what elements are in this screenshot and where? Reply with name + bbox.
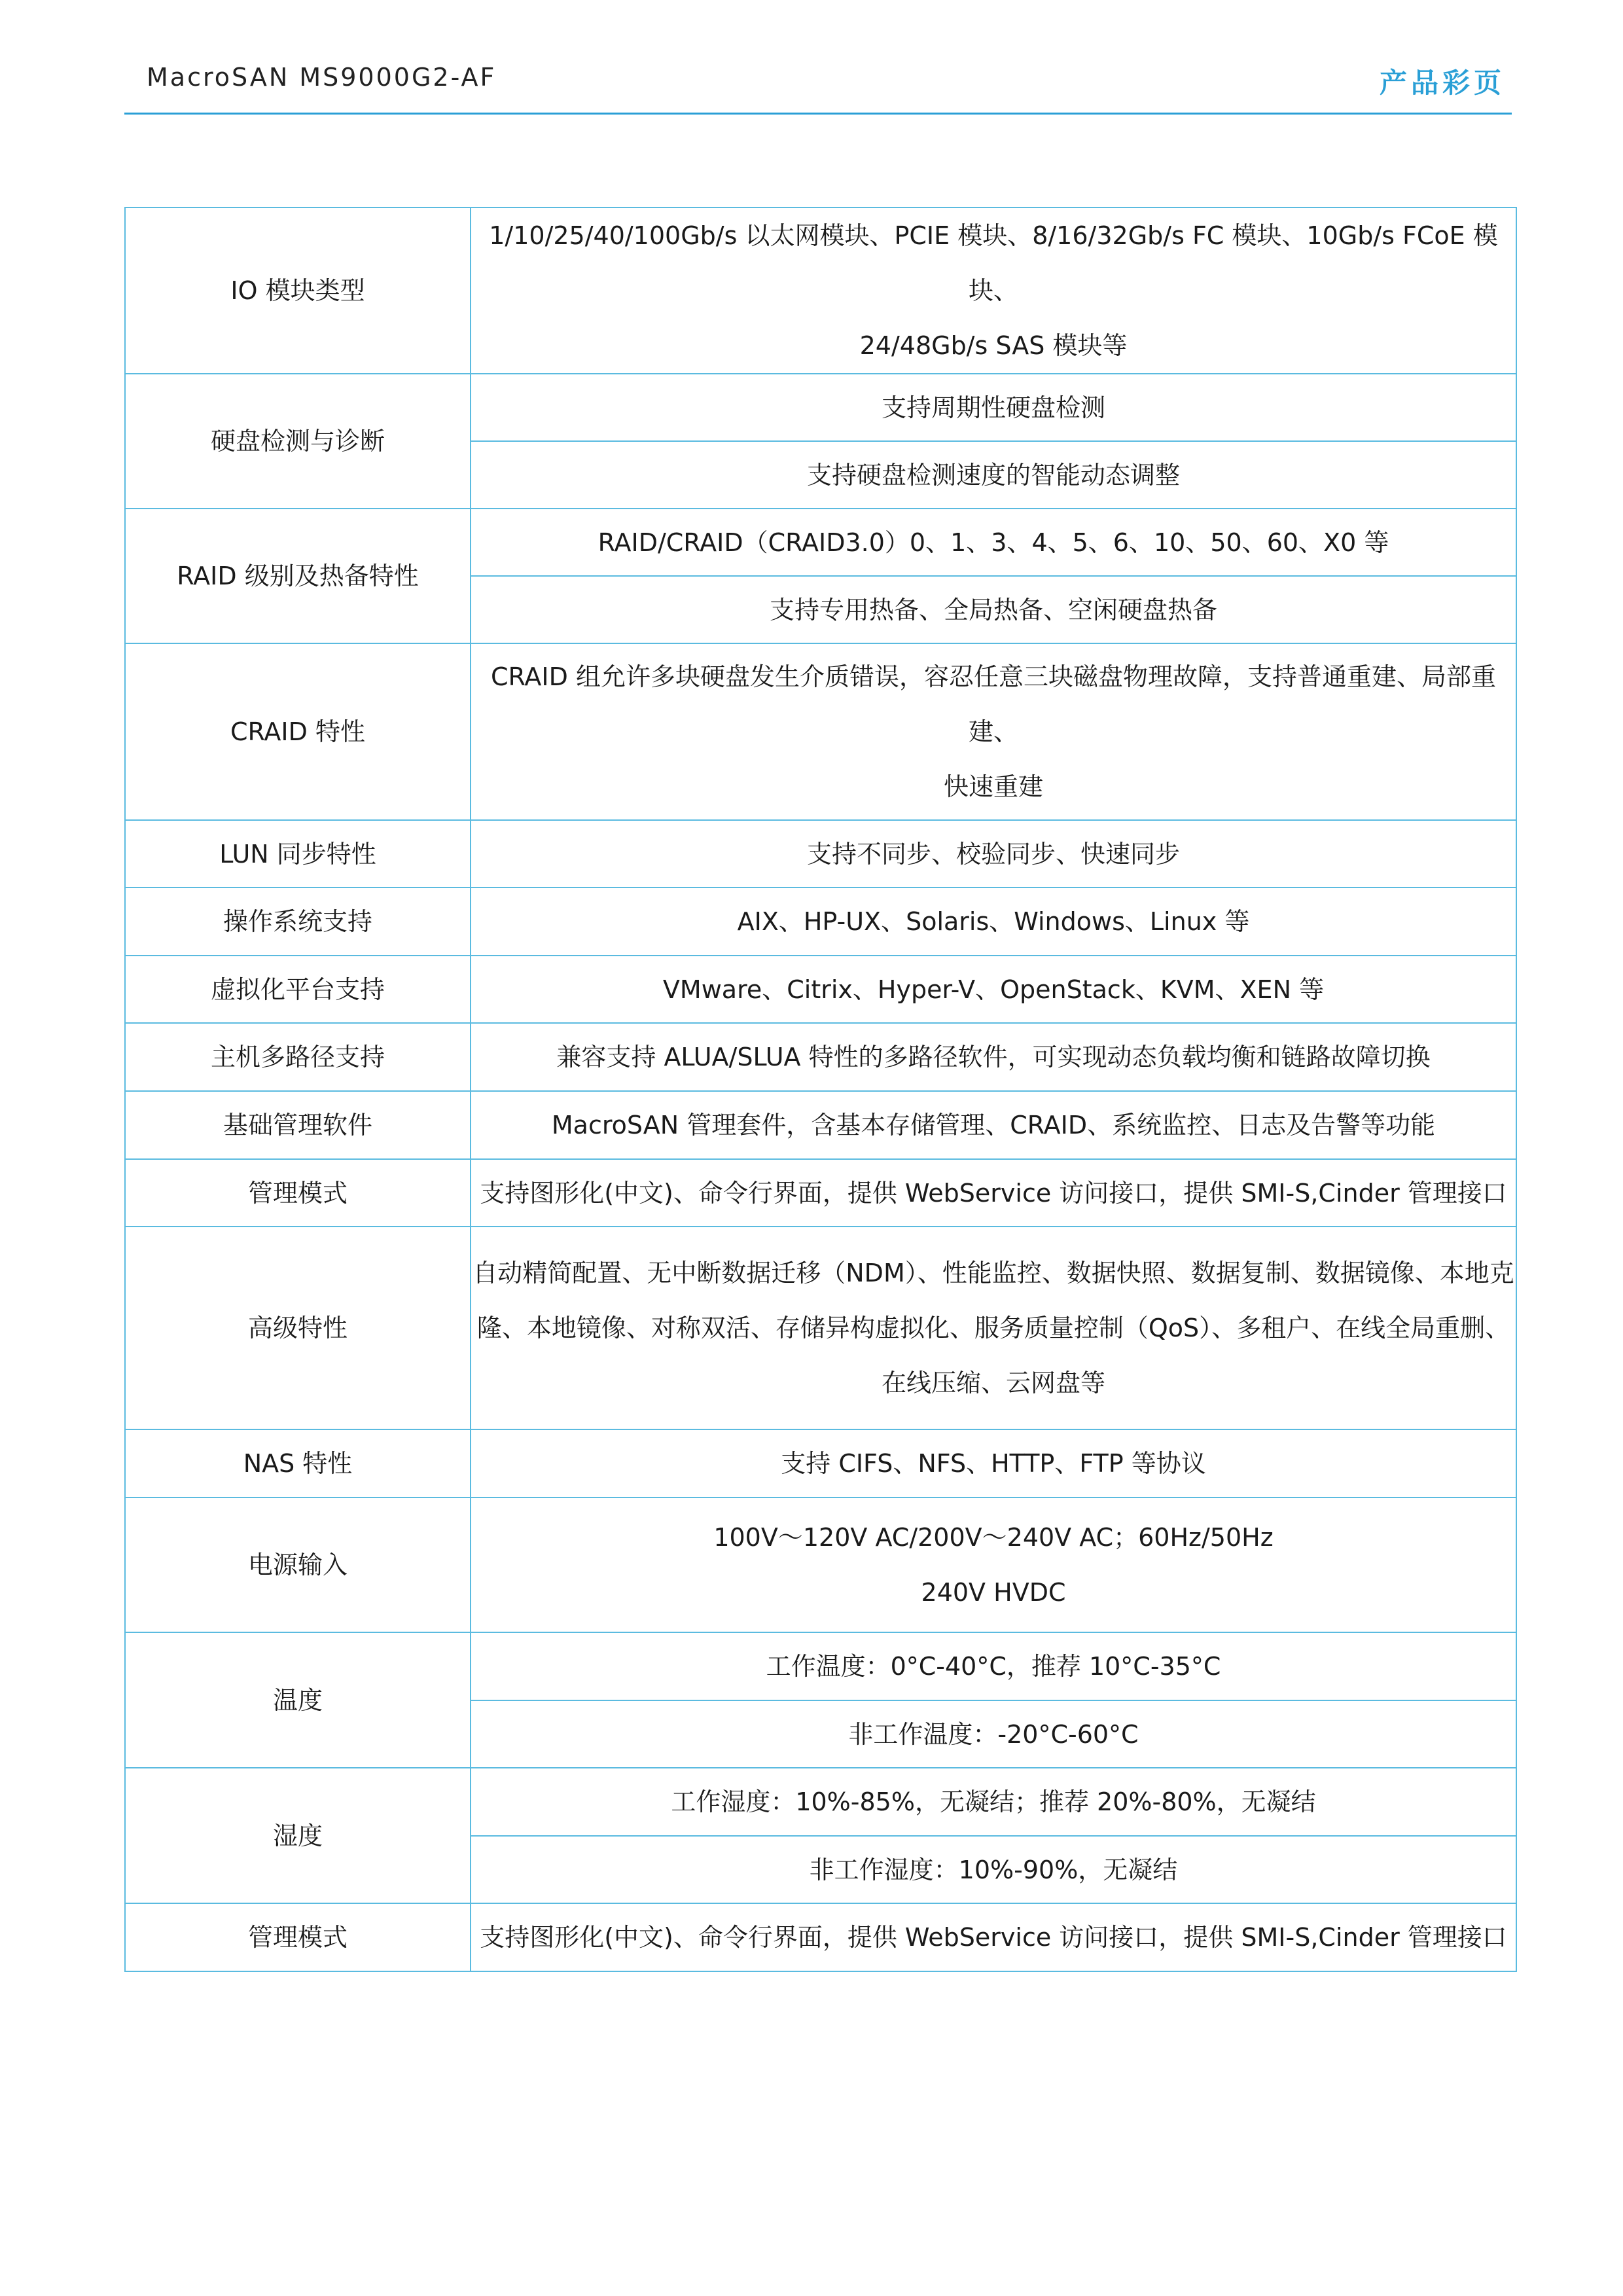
page-header <box>124 60 1512 115</box>
table-row <box>125 1159 1516 1227</box>
table-row <box>125 1023 1516 1091</box>
spec-value: AIX、HP-UX、Solaris、Windows、Linux 等 <box>471 888 1516 956</box>
spec-key: 高级特性 <box>125 1227 471 1429</box>
spec-key: CRAID 特性 <box>125 643 471 820</box>
spec-value-line: 240V HVDC <box>921 1578 1066 1607</box>
spec-value <box>471 1498 1516 1632</box>
spec-value: 支持专用热备、全局热备、空闲硬盘热备 <box>471 576 1516 643</box>
table-row <box>125 509 1516 576</box>
spec-value: 非工作湿度：10%-90%，无凝结 <box>471 1836 1516 1903</box>
spec-key: 硬盘检测与诊断 <box>125 374 471 509</box>
spec-value: 支持图形化(中文)、命令行界面，提供 WebService 访问接口，提供 SMI-S,Cinder 管理接口 <box>471 1159 1516 1227</box>
spec-value-line: 快速重建 <box>943 772 1043 801</box>
table-row <box>125 1227 1516 1429</box>
spec-value-line: 100V～120V AC/200V～240V AC；60Hz/50Hz <box>713 1523 1274 1552</box>
spec-value: 支持周期性硬盘检测 <box>471 374 1516 441</box>
table-row <box>125 643 1516 820</box>
table-row <box>125 1903 1516 1971</box>
spec-value: 支持图形化(中文)、命令行界面，提供 WebService 访问接口，提供 SMI-S,Cinder 管理接口 <box>471 1903 1516 1971</box>
spec-key: 管理模式 <box>125 1159 471 1227</box>
spec-key: RAID 级别及热备特性 <box>125 509 471 643</box>
spec-key: 管理模式 <box>125 1903 471 1971</box>
table-row <box>125 1091 1516 1159</box>
spec-value-line: 在线压缩、云网盘等 <box>881 1369 1105 1397</box>
spec-value: 兼容支持 ALUA/SLUA 特性的多路径软件，可实现动态负载均衡和链路故障切换 <box>471 1023 1516 1091</box>
product-model-title: MacroSAN MS9000G2-AF <box>147 63 497 92</box>
table-row <box>125 1632 1516 1700</box>
spec-value: 支持不同步、校验同步、快速同步 <box>471 820 1516 888</box>
table-row <box>125 374 1516 441</box>
spec-value: 支持 CIFS、NFS、HTTP、FTP 等协议 <box>471 1429 1516 1498</box>
spec-key: IO 模块类型 <box>125 207 471 374</box>
table-row <box>125 207 1516 374</box>
spec-value <box>471 207 1516 374</box>
spec-value-line: CRAID 组允许多块硬盘发生介质错误，容忍任意三块磁盘物理故障，支持普通重建、局部重建、 <box>491 662 1496 746</box>
spec-value-line: 隆、本地镜像、对称双活、存储异构虚拟化、服务质量控制（QoS）、多租户、在线全局重删、 <box>476 1314 1510 1342</box>
spec-value: VMware、Citrix、Hyper-V、OpenStack、KVM、XEN 等 <box>471 956 1516 1023</box>
spec-value: RAID/CRAID（CRAID3.0）0、1、3、4、5、6、10、50、60、X0 等 <box>471 509 1516 576</box>
spec-value-line: 1/10/25/40/100Gb/s 以太网模块、PCIE 模块、8/16/32Gb/s FC 模块、10Gb/s FCoE 模块、 <box>489 221 1498 305</box>
spec-value: 支持硬盘检测速度的智能动态调整 <box>471 441 1516 509</box>
spec-key: 主机多路径支持 <box>125 1023 471 1091</box>
spec-value: 工作湿度：10%-85%，无凝结；推荐 20%-80%，无凝结 <box>471 1768 1516 1836</box>
spec-value: 工作温度：0°C-40°C，推荐 10°C-35°C <box>471 1632 1516 1700</box>
spec-key: 温度 <box>125 1632 471 1768</box>
brochure-label: 产品彩页 <box>1379 67 1505 99</box>
table-row <box>125 820 1516 888</box>
spec-key: 操作系统支持 <box>125 888 471 956</box>
spec-value <box>471 643 1516 820</box>
table-row <box>125 956 1516 1023</box>
spec-key: 电源输入 <box>125 1498 471 1632</box>
spec-value-line: 自动精简配置、无中断数据迁移（NDM）、性能监控、数据快照、数据复制、数据镜像、本地克 <box>473 1259 1514 1287</box>
spec-key: 虚拟化平台支持 <box>125 956 471 1023</box>
spec-key: LUN 同步特性 <box>125 820 471 888</box>
spec-key: 基础管理软件 <box>125 1091 471 1159</box>
spec-key: 湿度 <box>125 1768 471 1903</box>
table-row <box>125 1498 1516 1632</box>
spec-value: 非工作温度：-20°C-60°C <box>471 1700 1516 1768</box>
spec-value: MacroSAN 管理套件，含基本存储管理、CRAID、系统监控、日志及告警等功能 <box>471 1091 1516 1159</box>
spec-table <box>124 207 1517 1972</box>
table-row <box>125 1768 1516 1836</box>
spec-value <box>471 1227 1516 1429</box>
table-row <box>125 888 1516 956</box>
spec-key: NAS 特性 <box>125 1429 471 1498</box>
spec-value-line: 24/48Gb/s SAS 模块等 <box>859 331 1128 360</box>
table-row <box>125 1429 1516 1498</box>
